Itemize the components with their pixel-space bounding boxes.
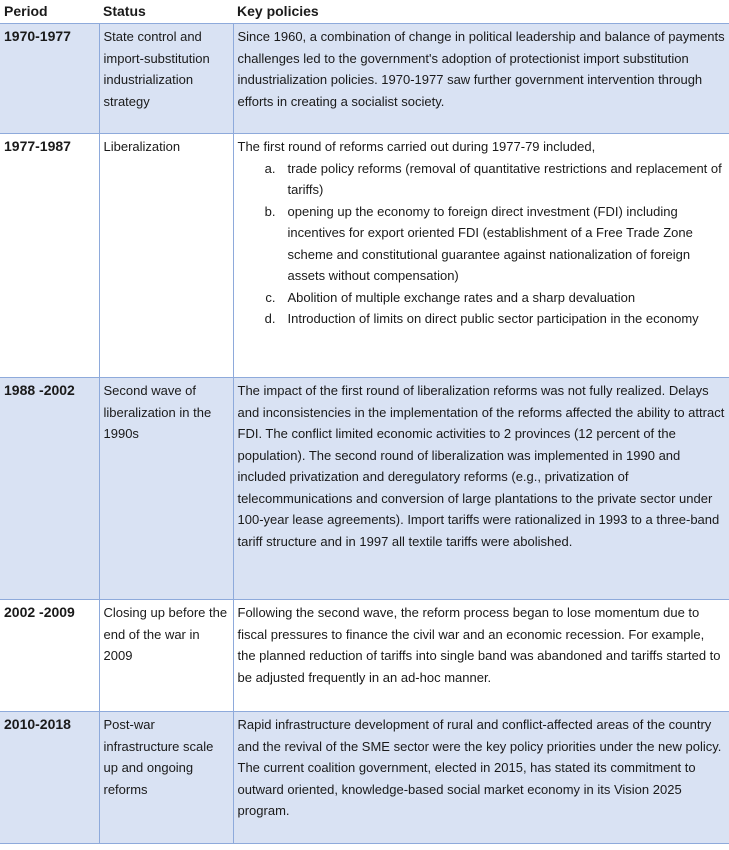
header-key-policies: Key policies (233, 0, 729, 24)
status-cell: Closing up before the end of the war in 2009 (99, 600, 233, 712)
table-row (0, 134, 729, 378)
table-row (0, 378, 729, 600)
status-cell: Post-war infrastructure scale up and ongoing reforms (99, 712, 233, 844)
list-text: trade policy reforms (removal of quantitative restrictions and replacement of tariffs) (287, 160, 722, 197)
list-item (238, 308, 726, 330)
list-item (238, 158, 726, 201)
list-letter: b. (264, 203, 276, 219)
policy-list (238, 158, 726, 330)
policies-cell: Following the second wave, the reform process began to lose momentum due to fiscal pressures to finance the civil war and an economic recession. For example, the planned reduction of tariffs into single band was abandoned and tariffs started to be adjusted frequently in an ad-hoc manner. (233, 600, 729, 712)
period-cell: 1977-1987 (0, 134, 99, 378)
policies-cell: Since 1960, a combination of change in political leadership and balance of payments challenges led to the government's adoption of protectionist import substitution industrialization policies. 1970-1977 saw further government intervention through efforts in creating a socialist society. (233, 24, 729, 134)
header-status: Status (99, 0, 233, 24)
policies-cell (233, 134, 729, 378)
policies-cell: Rapid infrastructure development of rural and conflict-affected areas of the country and the revival of the SME sector were the key policy priorities under the new policy. The current coalition government, elected in 2015, has stated its commitment to outward oriented, knowledge-based social market economy in its Vision 2025 program. (233, 712, 729, 844)
list-letter: a. (264, 160, 276, 176)
status-cell: State control and import-substitution industrialization strategy (99, 24, 233, 134)
table-row (0, 24, 729, 134)
status-cell: Second wave of liberalization in the 1990s (99, 378, 233, 600)
period-cell: 1988 -2002 (0, 378, 99, 600)
list-item (238, 287, 726, 309)
policies-intro: The first round of reforms carried out during 1977-79 included, (237, 139, 596, 154)
table-row (0, 600, 729, 712)
policies-cell: The impact of the first round of liberalization reforms was not fully realized. Delays and inconsistencies in the implementation of the reforms affected the ability to attract FDI. The conflict limited economic activities to 2 provinces (12 percent of the population). The second round of liberalization was implemented in 1990 and included privatization and deregulatory reforms (e.g., privatization of telecommunications and conversion of large plantations to the private sector under 100-year lease agreements). Import tariffs were rationalized in 1993 to a three-band tariff structure and in 1997 all textile tariffs were abolished. (233, 378, 729, 600)
list-letter: c. (265, 289, 276, 305)
table-row (0, 712, 729, 844)
list-item (238, 201, 726, 287)
period-cell: 1970-1977 (0, 24, 99, 134)
period-cell: 2002 -2009 (0, 600, 99, 712)
list-text: Abolition of multiple exchange rates and a sharp devaluation (287, 289, 636, 305)
list-letter: d. (264, 311, 276, 326)
table-header (0, 0, 729, 24)
header-row (0, 0, 729, 24)
period-cell: 2010-2018 (0, 712, 99, 844)
status-cell: Liberalization (99, 134, 233, 378)
list-text: Introduction of limits on direct public sector participation in the economy (287, 311, 699, 326)
list-text: opening up the economy to foreign direct investment (FDI) including incentives for export oriented FDI (establishment of a Free Trade Zone scheme and constitutional guarantee against nationalization of foreign assets without compensation) (287, 203, 693, 283)
header-period: Period (0, 0, 99, 24)
table-body (0, 24, 729, 844)
